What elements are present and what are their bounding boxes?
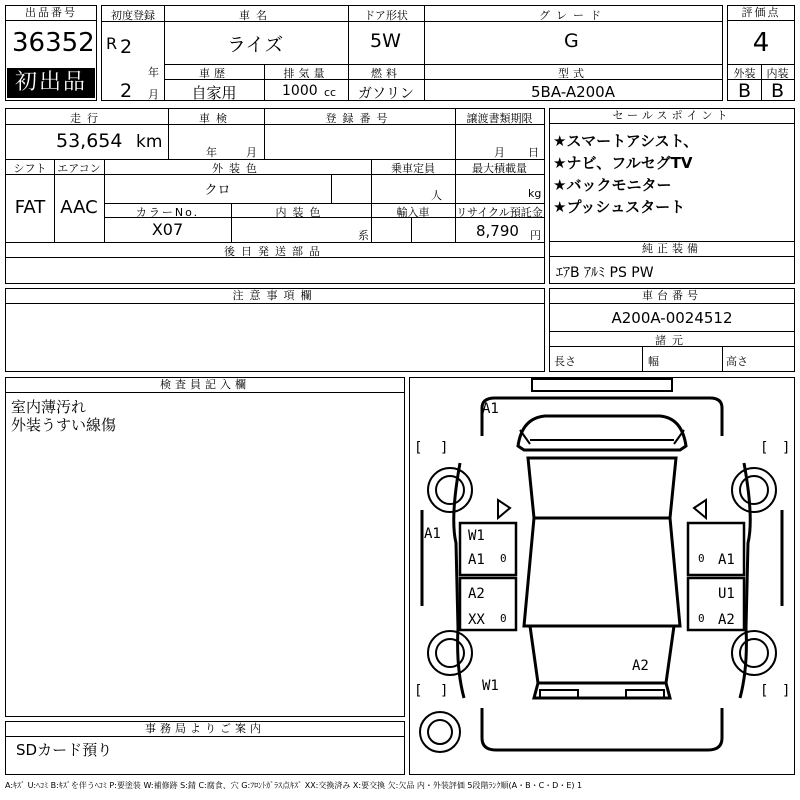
chassis-label: 車台番号: [550, 289, 794, 304]
year-unit: 年: [148, 66, 159, 79]
bracket-open: [: [760, 683, 769, 699]
color: クロ: [204, 183, 231, 198]
damage-rear: A2: [632, 658, 649, 674]
bracket-close: ]: [782, 440, 791, 456]
damage-lr-door-2: XX: [468, 612, 485, 628]
grade: G: [564, 30, 579, 52]
score-label: 評価点: [728, 6, 794, 21]
damage-lf-zero: 0: [500, 552, 507, 565]
inspector-label: 検査員記入欄: [6, 378, 404, 393]
interior-grade: B: [770, 80, 785, 102]
color-no: X07: [151, 220, 184, 239]
inspector-box: [5, 377, 405, 717]
sales-label: セールスポイント: [550, 109, 794, 124]
damage-rf-zero: 0: [698, 552, 705, 565]
sales-points-box: [549, 108, 795, 242]
details-table: [5, 108, 545, 284]
damage-rear-left: W1: [482, 678, 499, 694]
first-reg-year: 2: [120, 36, 133, 58]
car-outline: [410, 378, 794, 774]
fuel-label: 燃料: [371, 67, 401, 80]
score: 4: [752, 28, 770, 58]
exterior-label: 外装: [733, 67, 756, 80]
header-table: [101, 5, 723, 101]
notes-box: [5, 288, 545, 372]
displacement-label: 排気量: [283, 67, 329, 80]
chassis-box: [549, 288, 795, 372]
damage-rr-door-1: U1: [718, 586, 735, 602]
damage-rr-door-2: A2: [718, 612, 735, 628]
bracket-close: ]: [782, 683, 791, 699]
import-label: 輸入車: [396, 206, 430, 219]
damage-rf-door: A1: [718, 552, 735, 568]
mileage-unit: km: [136, 132, 163, 152]
color-no-label: カラーNo.: [135, 206, 200, 219]
legend: A:ｷｽﾞ U:ﾍｺﾐ B:ｷｽﾞを伴うﾍｺﾐ P:要塗装 W:補修跡 S:錆 C:腐食、穴 G:ﾌﾛﾝﾄｶﾞﾗｽ点ｷｽﾞ XX:交換済み X:要交換 欠:欠品 内・外装評価 5段階ﾗﾝｸ順(A・B・C・D・E) 1: [5, 781, 583, 790]
sales-point: ★スマートアシスト、: [553, 132, 699, 150]
month-unit: 月: [148, 88, 159, 101]
bracket-close: ]: [440, 440, 449, 456]
fuel: ガソリン: [358, 86, 414, 102]
mileage: 53,654: [56, 130, 123, 152]
car-diagram: [409, 377, 795, 775]
later-parts-label: 後日発送部品: [224, 245, 326, 258]
model-label: 型式: [558, 67, 588, 80]
aircon-label: エアコン: [57, 162, 101, 175]
reg-no-label: 登録番号: [325, 112, 394, 125]
interior-label: 内装: [766, 67, 789, 80]
recycle-amount: 8,790: [476, 222, 519, 240]
score-box: [727, 5, 795, 101]
office-text: SDカード預り: [16, 741, 113, 759]
sales-point: ★バックモニター: [553, 176, 672, 194]
load-unit: kg: [528, 187, 542, 200]
bracket-open: [: [414, 440, 423, 456]
damage-hood: A1: [482, 401, 499, 417]
bracket-close: ]: [440, 683, 449, 699]
car-name-label: 車名: [239, 9, 273, 22]
office-box: [5, 721, 405, 775]
insp-year-unit: 年: [206, 146, 217, 159]
inspection-label: 車検: [199, 112, 233, 125]
era: R: [106, 34, 118, 53]
history: 自家用: [191, 84, 237, 102]
spec-label: 諸元: [655, 334, 689, 347]
damage-rr-zero: 0: [698, 612, 705, 625]
displacement: 1000: [282, 83, 318, 99]
first-reg-label: 初度登録: [111, 9, 155, 22]
insp-month-unit: 月: [246, 146, 257, 159]
inspector-note: 室内薄汚れ: [11, 398, 87, 416]
capacity-label: 乗車定員: [391, 162, 435, 175]
displacement-unit: cc: [324, 86, 337, 99]
load-label: 最大積載量: [472, 162, 527, 175]
color-label: 外装色: [212, 162, 263, 175]
sales-point: ★プッシュスタート: [553, 198, 686, 216]
bracket-open: [: [760, 440, 769, 456]
inspector-note: 外装うすい線傷: [11, 416, 117, 434]
sales-point: ★ナビ、フルセグTV: [553, 154, 693, 172]
length-label: 長さ: [554, 355, 576, 368]
equipment-box: [549, 241, 795, 284]
damage-lr-door-1: A2: [468, 586, 485, 602]
aircon: AAC: [60, 197, 98, 218]
first-listing-badge: 初出品: [7, 68, 95, 98]
int-color-label: 内装色: [275, 206, 327, 219]
capacity-unit: 人: [431, 189, 442, 202]
recycle-label: リサイクル預託金: [456, 206, 543, 219]
bracket-open: [: [414, 683, 423, 699]
model: 5BA-A200A: [530, 83, 615, 101]
exterior-grade: B: [737, 80, 752, 102]
grade-label: グレード: [539, 9, 607, 22]
height-label: 高さ: [726, 355, 748, 368]
lot-box: [5, 5, 97, 101]
damage-lf-door-1: W1: [468, 528, 485, 544]
chassis-number: A200A-0024512: [611, 309, 733, 327]
damage-lr-zero: 0: [500, 612, 507, 625]
car-name: ライズ: [227, 34, 284, 56]
width-label: 幅: [648, 355, 659, 368]
damage-left-side: A1: [424, 526, 441, 542]
door-label: ドア形状: [364, 9, 408, 22]
damage-lf-door-2: A1: [468, 552, 485, 568]
transfer-day-unit: 日: [528, 146, 539, 159]
transfer-month-unit: 月: [494, 146, 505, 159]
notes-label: 注意事項欄: [6, 289, 544, 304]
office-label: 事務局よりご案内: [6, 722, 404, 737]
door-type: 5W: [370, 30, 401, 52]
shift: FAT: [14, 197, 46, 218]
int-color-unit: 系: [358, 229, 369, 242]
first-reg-month: 2: [120, 80, 133, 102]
shift-label: シフト: [13, 162, 47, 175]
recycle-unit: 円: [530, 229, 541, 242]
equipment-value: ｴｱB ｱﾙﾐ PS PW: [556, 265, 654, 281]
lot-number: 36352: [12, 28, 95, 58]
transfer-label: 譲渡書類期限: [466, 112, 533, 125]
history-label: 車歴: [199, 67, 229, 80]
lot-label: 出品番号: [6, 6, 96, 21]
equipment-label: 純正装備: [550, 242, 794, 257]
mileage-label: 走行: [70, 112, 104, 125]
